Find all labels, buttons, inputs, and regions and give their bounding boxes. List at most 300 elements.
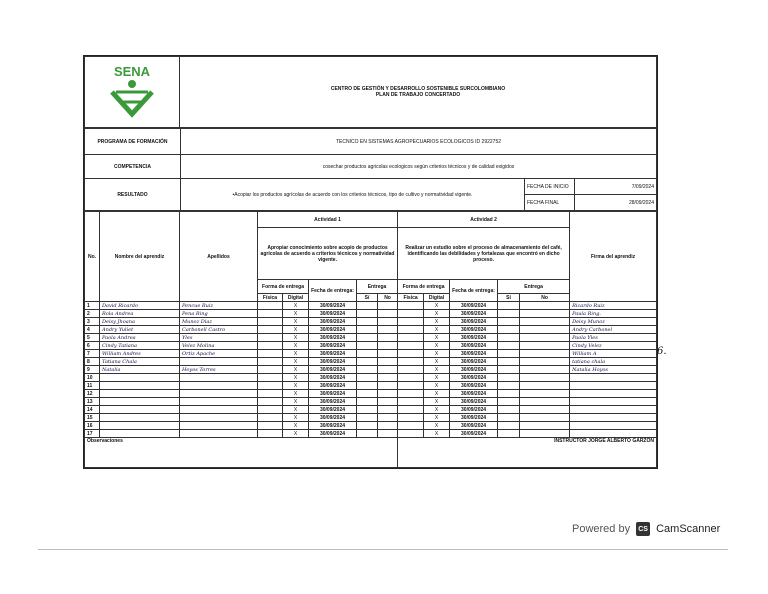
student-first-name: William Andres — [100, 350, 180, 358]
a2-fecha-entrega: Fecha de entrega: — [450, 280, 498, 302]
student-last-name: Ortiz Apache — [180, 350, 258, 358]
table-row — [85, 358, 657, 366]
a2-date-cell: 30/09/2024 — [450, 318, 498, 326]
a1-no-cell — [378, 430, 398, 438]
a1-fisica-cell — [258, 398, 283, 406]
row-number: 14 — [85, 406, 100, 414]
a1-si-cell — [357, 366, 378, 374]
a1-si-cell — [357, 334, 378, 342]
a1-forma-entrega: Forma de entrega — [258, 280, 309, 294]
a2-fisica-cell — [398, 358, 424, 366]
a2-digital-cell: X — [424, 398, 450, 406]
a2-date-cell: 30/09/2024 — [450, 406, 498, 414]
a2-si-cell — [498, 414, 520, 422]
a2-forma-entrega: Forma de entrega — [398, 280, 450, 294]
a1-fisica-cell — [258, 310, 283, 318]
student-last-name: Carbonell Castro — [180, 326, 258, 334]
a1-fisica-cell — [258, 326, 283, 334]
bottom-divider — [38, 549, 728, 550]
a2-si-cell — [498, 358, 520, 366]
a1-fisica-cell — [258, 366, 283, 374]
col-no-header: No. — [85, 212, 100, 302]
student-first-name — [100, 406, 180, 414]
header-table — [84, 56, 657, 128]
a2-no-cell — [520, 326, 570, 334]
a2-fisica-cell — [398, 374, 424, 382]
student-signature: Paula Ring. — [570, 310, 657, 318]
table-row — [85, 382, 657, 390]
fecha-final-value: 28/09/2024 — [574, 195, 656, 211]
student-signature: Natalia Hoyos — [570, 366, 657, 374]
table-row — [85, 398, 657, 406]
table-row — [85, 414, 657, 422]
student-first-name — [100, 374, 180, 382]
student-signature: Ricardo Ruiz — [570, 302, 657, 310]
a2-digital-cell: X — [424, 422, 450, 430]
a1-digital-cell: X — [283, 310, 309, 318]
a2-digital: Digital — [424, 294, 450, 302]
a1-si-cell — [357, 318, 378, 326]
a2-digital-cell: X — [424, 334, 450, 342]
a1-date-cell: 30/09/2024 — [309, 342, 357, 350]
a1-digital-cell: X — [283, 430, 309, 438]
student-signature: Cindy Velez — [570, 342, 657, 350]
a1-no-cell — [378, 310, 398, 318]
student-first-name — [100, 430, 180, 438]
a2-fisica-cell — [398, 310, 424, 318]
a1-no-cell — [378, 318, 398, 326]
student-last-name: Velez Molina — [180, 342, 258, 350]
a2-fisica-cell — [398, 414, 424, 422]
row-number: 12 — [85, 390, 100, 398]
a1-si-cell — [357, 430, 378, 438]
a1-si-cell — [357, 310, 378, 318]
table-row — [85, 422, 657, 430]
actividad1-desc: Apropiar conocimiento sobre acopio de productos agricolas de acuerdo a criterios técnicos y normatividad vigente. — [258, 228, 398, 280]
a1-date-cell: 30/09/2024 — [309, 334, 357, 342]
a1-date-cell: 30/09/2024 — [309, 326, 357, 334]
a1-date-cell: 30/09/2024 — [309, 430, 357, 438]
resultado-value: •Acopiar los productos agrícolas de acuerdo con los criterios técnicos, tipo de cultivo y normatividad vigente. — [181, 179, 525, 211]
students-table — [84, 211, 657, 468]
a2-no-cell — [520, 366, 570, 374]
row-number: 9 — [85, 366, 100, 374]
a2-entrega: Entrega — [498, 280, 570, 294]
a2-no-cell — [520, 414, 570, 422]
row-number: 10 — [85, 374, 100, 382]
a2-si-cell — [498, 374, 520, 382]
student-last-name — [180, 382, 258, 390]
table-row — [85, 310, 657, 318]
table-row — [85, 334, 657, 342]
a1-no-cell — [378, 342, 398, 350]
a1-digital: Digital — [283, 294, 309, 302]
a2-si-cell — [498, 342, 520, 350]
col-apellidos-header: Apellidos — [180, 212, 258, 302]
a1-si-cell — [357, 350, 378, 358]
a1-date-cell: 30/09/2024 — [309, 414, 357, 422]
a2-no-cell — [520, 358, 570, 366]
a2-si: Sí — [498, 294, 520, 302]
a1-no-cell — [378, 414, 398, 422]
title-line-2: PLAN DE TRABAJO CONCERTADO — [375, 92, 461, 98]
a2-date-cell: 30/09/2024 — [450, 302, 498, 310]
a2-si-cell — [498, 310, 520, 318]
a1-no-cell — [378, 334, 398, 342]
a2-digital-cell: X — [424, 342, 450, 350]
student-first-name: Tatiana Chala — [100, 358, 180, 366]
student-last-name: Pena Ring — [180, 310, 258, 318]
a1-date-cell: 30/09/2024 — [309, 310, 357, 318]
student-signature: Paola Yles — [570, 334, 657, 342]
student-first-name: Rola Andrea — [100, 310, 180, 318]
student-first-name: Paola Andrea — [100, 334, 180, 342]
a1-fecha-entrega: Fecha de entrega: — [309, 280, 357, 302]
student-signature: Andry Carbonel — [570, 326, 657, 334]
student-last-name: Pencue Ruiz — [180, 302, 258, 310]
row-number: 15 — [85, 414, 100, 422]
row-number: 16 — [85, 422, 100, 430]
a2-date-cell: 30/09/2024 — [450, 374, 498, 382]
table-row — [85, 374, 657, 382]
a1-fisica: Física — [258, 294, 283, 302]
sena-logo-cell — [85, 57, 180, 128]
a2-si-cell — [498, 302, 520, 310]
a1-no-cell — [378, 350, 398, 358]
row-number: 6 — [85, 342, 100, 350]
a1-fisica-cell — [258, 414, 283, 422]
table-row — [85, 318, 657, 326]
student-signature — [570, 398, 657, 406]
a1-entrega: Entrega — [357, 280, 398, 294]
a1-digital-cell: X — [283, 342, 309, 350]
a2-date-cell: 30/09/2024 — [450, 342, 498, 350]
a1-fisica-cell — [258, 358, 283, 366]
a2-digital-cell: X — [424, 406, 450, 414]
row-number: 3 — [85, 318, 100, 326]
a1-date-cell: 30/09/2024 — [309, 398, 357, 406]
a2-digital-cell: X — [424, 302, 450, 310]
row-number: 13 — [85, 398, 100, 406]
a1-si-cell — [357, 382, 378, 390]
a1-digital-cell: X — [283, 326, 309, 334]
a1-si-cell — [357, 342, 378, 350]
row-number: 5 — [85, 334, 100, 342]
row-number: 4 — [85, 326, 100, 334]
a1-no-cell — [378, 406, 398, 414]
a1-no-cell — [378, 366, 398, 374]
a2-si-cell — [498, 398, 520, 406]
student-last-name — [180, 390, 258, 398]
table-row — [85, 430, 657, 438]
programa-value: TECNICO EN SISTEMAS AGROPECUARIOS ECOLOGICOS ID 2922752 — [181, 129, 657, 155]
a1-si-cell — [357, 374, 378, 382]
logo-text: SENA — [113, 64, 151, 79]
actividad2-title: Actividad 2 — [398, 212, 570, 228]
a2-date-cell: 30/09/2024 — [450, 326, 498, 334]
a2-no: No — [520, 294, 570, 302]
fecha-inicio-label: FECHA DE INICIO — [524, 179, 574, 195]
a2-date-cell: 30/09/2024 — [450, 382, 498, 390]
a2-date-cell: 30/09/2024 — [450, 334, 498, 342]
a2-digital-cell: X — [424, 310, 450, 318]
a2-si-cell — [498, 318, 520, 326]
a1-date-cell: 30/09/2024 — [309, 366, 357, 374]
student-last-name — [180, 430, 258, 438]
a1-fisica-cell — [258, 430, 283, 438]
student-first-name: Natalia — [100, 366, 180, 374]
a1-digital-cell: X — [283, 422, 309, 430]
a2-digital-cell: X — [424, 366, 450, 374]
work-plan-document — [83, 55, 658, 469]
a2-no-cell — [520, 398, 570, 406]
a1-digital-cell: X — [283, 358, 309, 366]
a2-digital-cell: X — [424, 382, 450, 390]
camscanner-logo-icon: CS — [636, 522, 650, 536]
a1-fisica-cell — [258, 350, 283, 358]
a1-digital-cell: X — [283, 350, 309, 358]
a1-no-cell — [378, 326, 398, 334]
a2-fisica-cell — [398, 430, 424, 438]
a2-fisica-cell — [398, 350, 424, 358]
a2-digital-cell: X — [424, 318, 450, 326]
student-first-name: Andry Yuliet — [100, 326, 180, 334]
camscanner-watermark — [572, 522, 720, 536]
a2-si-cell — [498, 326, 520, 334]
a1-date-cell: 30/09/2024 — [309, 374, 357, 382]
a1-si-cell — [357, 390, 378, 398]
student-first-name: Cindy Tatiana — [100, 342, 180, 350]
a2-fisica-cell — [398, 382, 424, 390]
a2-no-cell — [520, 382, 570, 390]
student-rows — [85, 302, 657, 438]
a1-fisica-cell — [258, 406, 283, 414]
a1-no: No — [378, 294, 398, 302]
a1-si-cell — [357, 414, 378, 422]
student-last-name — [180, 414, 258, 422]
a2-date-cell: 30/09/2024 — [450, 422, 498, 430]
col-firma-header: Firma del aprendiz — [570, 212, 657, 302]
a1-no-cell — [378, 302, 398, 310]
a1-si-cell — [357, 302, 378, 310]
student-signature — [570, 430, 657, 438]
a2-date-cell: 30/09/2024 — [450, 358, 498, 366]
row-number: 8 — [85, 358, 100, 366]
a1-digital-cell: X — [283, 302, 309, 310]
a2-date-cell: 30/09/2024 — [450, 350, 498, 358]
a2-digital-cell: X — [424, 326, 450, 334]
a2-no-cell — [520, 406, 570, 414]
student-last-name — [180, 374, 258, 382]
a1-fisica-cell — [258, 302, 283, 310]
table-row — [85, 350, 657, 358]
a2-date-cell: 30/09/2024 — [450, 398, 498, 406]
a2-si-cell — [498, 430, 520, 438]
table-row — [85, 366, 657, 374]
actividad2-desc: Realizar un estudio sobre el proceso de almacenamiento del café, identificando las debilidades y fortalezas que encontró en dicho proceso. — [398, 228, 570, 280]
student-last-name — [180, 406, 258, 414]
a2-digital-cell: X — [424, 350, 450, 358]
a2-date-cell: 30/09/2024 — [450, 430, 498, 438]
student-first-name — [100, 398, 180, 406]
a1-no-cell — [378, 374, 398, 382]
title-line-1: CENTRO DE GESTIÓN Y DESARROLLO SOSTENIBLE SURCOLOMBIANO — [330, 86, 506, 92]
a2-si-cell — [498, 390, 520, 398]
student-first-name: Deisy Jhoana — [100, 318, 180, 326]
resultado-label: RESULTADO — [85, 179, 181, 211]
student-last-name — [180, 422, 258, 430]
fecha-final-label: FECHA FINAL — [524, 195, 574, 211]
a1-no-cell — [378, 358, 398, 366]
row-number: 17 — [85, 430, 100, 438]
table-row — [85, 390, 657, 398]
a2-no-cell — [520, 310, 570, 318]
col-nombre-header: Nombre del aprendiz — [100, 212, 180, 302]
a2-fisica-cell — [398, 390, 424, 398]
competencia-value: cosechar productos agricolas ecologicos según criterios técnicos y de calidad exigidos — [181, 155, 657, 179]
a2-fisica-cell — [398, 334, 424, 342]
a1-digital-cell: X — [283, 318, 309, 326]
a1-digital-cell: X — [283, 366, 309, 374]
a2-digital-cell: X — [424, 390, 450, 398]
margin-mark: 6. — [657, 346, 667, 357]
student-signature: Deisy Munoz — [570, 318, 657, 326]
student-signature: tatiana chala — [570, 358, 657, 366]
powered-by-text: Powered by — [572, 523, 631, 535]
a1-digital-cell: X — [283, 334, 309, 342]
a1-date-cell: 30/09/2024 — [309, 406, 357, 414]
a2-si-cell — [498, 422, 520, 430]
student-first-name: David Ricardo — [100, 302, 180, 310]
row-number: 7 — [85, 350, 100, 358]
document-title — [180, 57, 657, 128]
info-table — [84, 128, 657, 211]
student-last-name: Hoyos Torres — [180, 366, 258, 374]
a2-digital-cell: X — [424, 430, 450, 438]
student-signature — [570, 374, 657, 382]
a2-fisica-cell — [398, 318, 424, 326]
student-last-name: Munoz Diaz — [180, 318, 258, 326]
a1-fisica-cell — [258, 390, 283, 398]
a1-si-cell — [357, 422, 378, 430]
a2-digital-cell: X — [424, 414, 450, 422]
sena-logo-icon — [102, 62, 162, 120]
row-number: 11 — [85, 382, 100, 390]
a2-no-cell — [520, 318, 570, 326]
a1-date-cell: 30/09/2024 — [309, 302, 357, 310]
a1-date-cell: 30/09/2024 — [309, 318, 357, 326]
a2-fisica-cell — [398, 302, 424, 310]
a1-fisica-cell — [258, 382, 283, 390]
a2-fisica-cell — [398, 326, 424, 334]
a1-no-cell — [378, 390, 398, 398]
a1-digital-cell: X — [283, 382, 309, 390]
table-row — [85, 342, 657, 350]
actividad1-title: Actividad 1 — [258, 212, 398, 228]
table-row — [85, 326, 657, 334]
a2-no-cell — [520, 350, 570, 358]
a1-date-cell: 30/09/2024 — [309, 350, 357, 358]
student-first-name — [100, 390, 180, 398]
a1-no-cell — [378, 422, 398, 430]
a2-fisica-cell — [398, 398, 424, 406]
a1-fisica-cell — [258, 318, 283, 326]
a1-fisica-cell — [258, 374, 283, 382]
student-signature — [570, 406, 657, 414]
row-number: 1 — [85, 302, 100, 310]
row-number: 2 — [85, 310, 100, 318]
a1-si-cell — [357, 358, 378, 366]
student-last-name: Yles — [180, 334, 258, 342]
competencia-label: COMPETENCIA — [85, 155, 181, 179]
a2-digital-cell: X — [424, 374, 450, 382]
a2-fisica-cell — [398, 366, 424, 374]
instructor-name: INSTRUCTOR JORGE ALBERTO GARZON — [398, 438, 657, 468]
a2-digital-cell: X — [424, 358, 450, 366]
fecha-inicio-value: 7/09/2024 — [574, 179, 656, 195]
a2-fisica-cell — [398, 422, 424, 430]
student-first-name — [100, 414, 180, 422]
a2-no-cell — [520, 422, 570, 430]
a2-si-cell — [498, 334, 520, 342]
a2-no-cell — [520, 430, 570, 438]
a1-si-cell — [357, 406, 378, 414]
student-last-name — [180, 398, 258, 406]
a1-fisica-cell — [258, 342, 283, 350]
a1-date-cell: 30/09/2024 — [309, 382, 357, 390]
student-first-name — [100, 422, 180, 430]
student-signature — [570, 390, 657, 398]
camscanner-brand-text: CamScanner — [656, 523, 721, 535]
student-signature — [570, 414, 657, 422]
a1-no-cell — [378, 382, 398, 390]
a1-fisica-cell — [258, 334, 283, 342]
a2-no-cell — [520, 302, 570, 310]
a1-fisica-cell — [258, 422, 283, 430]
a2-date-cell: 30/09/2024 — [450, 310, 498, 318]
programa-label: PROGRAMA DE FORMACIÓN — [85, 129, 181, 155]
a2-si-cell — [498, 382, 520, 390]
table-row — [85, 302, 657, 310]
a1-si: Sí — [357, 294, 378, 302]
student-signature — [570, 382, 657, 390]
a1-no-cell — [378, 398, 398, 406]
a1-digital-cell: X — [283, 414, 309, 422]
a1-digital-cell: X — [283, 374, 309, 382]
a1-date-cell: 30/09/2024 — [309, 422, 357, 430]
student-signature: William A — [570, 350, 657, 358]
student-signature — [570, 422, 657, 430]
a2-si-cell — [498, 366, 520, 374]
a2-si-cell — [498, 350, 520, 358]
a2-no-cell — [520, 342, 570, 350]
student-last-name — [180, 358, 258, 366]
a2-date-cell: 30/09/2024 — [450, 390, 498, 398]
a1-date-cell: 30/09/2024 — [309, 358, 357, 366]
a2-no-cell — [520, 390, 570, 398]
a2-no-cell — [520, 334, 570, 342]
a2-si-cell — [498, 406, 520, 414]
a2-no-cell — [520, 374, 570, 382]
a1-si-cell — [357, 326, 378, 334]
a2-fisica-cell — [398, 406, 424, 414]
a2-fisica-cell — [398, 342, 424, 350]
a1-si-cell — [357, 398, 378, 406]
student-first-name — [100, 382, 180, 390]
a1-date-cell: 30/09/2024 — [309, 390, 357, 398]
table-row — [85, 406, 657, 414]
a1-digital-cell: X — [283, 390, 309, 398]
